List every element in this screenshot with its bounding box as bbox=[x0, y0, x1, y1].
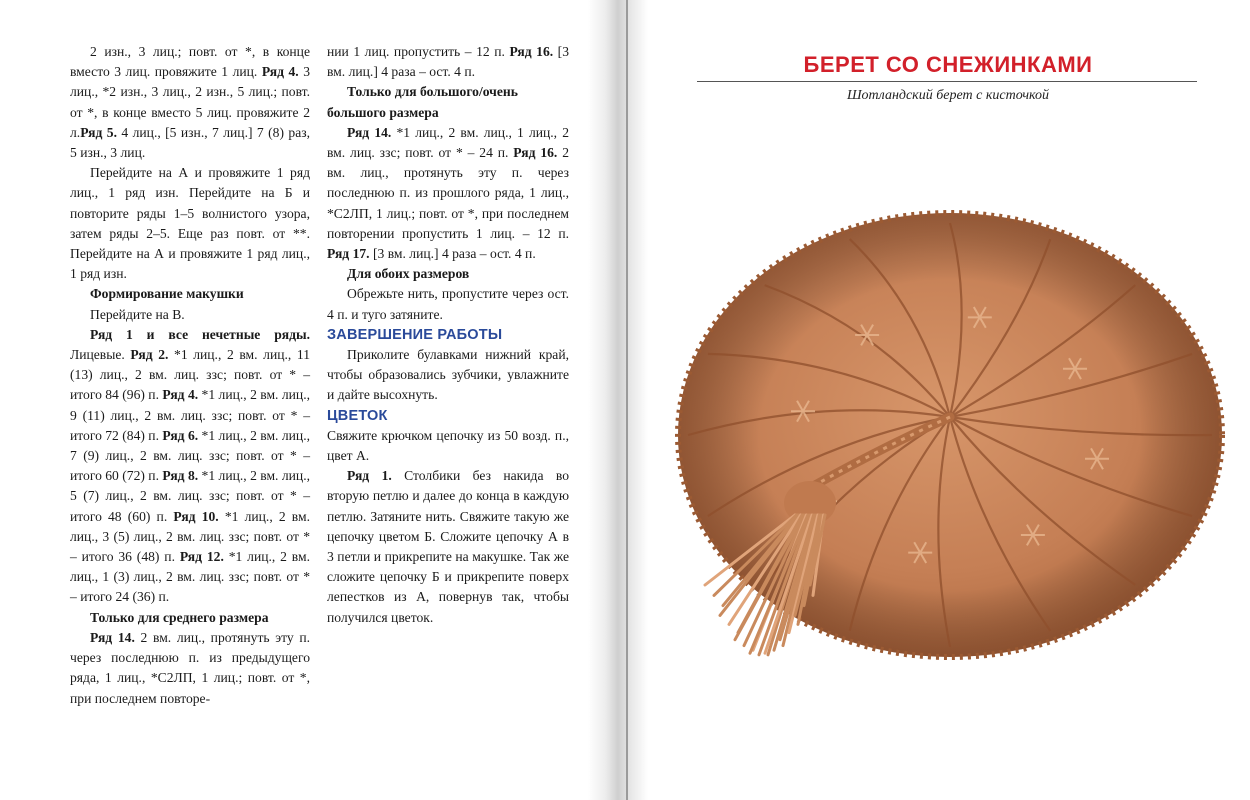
subsection-heading bbox=[70, 284, 310, 304]
paragraph bbox=[327, 123, 569, 264]
paragraph bbox=[70, 305, 310, 325]
text-run: ЗАВЕРШЕНИЕ РАБОТЫ bbox=[327, 326, 503, 343]
section-heading bbox=[327, 325, 569, 345]
text-run: Обрежьте нить, пропустите через ост. 4 п. и туго затяните. bbox=[327, 286, 569, 322]
text-run: *1 лиц., 2 вм. лиц., 3 (5) лиц., 2 вм. лиц. ззс; повт. от * – итого 36 (48) п. bbox=[70, 508, 310, 565]
subsection-heading bbox=[70, 608, 310, 628]
paragraph bbox=[70, 42, 310, 163]
paragraph bbox=[327, 466, 569, 628]
text-run: нии 1 лиц. пропустить – 12 п. bbox=[327, 44, 510, 59]
paragraph bbox=[70, 325, 310, 608]
text-run: 4 лиц., [5 изн., 7 лиц.] 7 (8) раз, 5 изн., 3 лиц. bbox=[70, 124, 310, 161]
left-column-1 bbox=[70, 42, 310, 709]
text-run: *1 лиц., 2 вм. лиц., 11 (13) лиц., 2 вм. лиц. ззс; повт. от * – итого 84 (96) п. bbox=[70, 347, 311, 403]
page-subtitle: Шотландский берет с кисточкой bbox=[846, 88, 1050, 103]
row-label: Ряд 1 и все нечетные ряды. bbox=[90, 326, 310, 342]
page-fold bbox=[626, 0, 628, 800]
row-label: Ряд 1. bbox=[347, 468, 392, 484]
left-column-2 bbox=[327, 42, 569, 628]
text-run: Лицевые. bbox=[70, 347, 131, 363]
text-run: 2 вм. лиц., протянуть эту п. через последнюю п. из предыдущего ряда, 1 лиц., *С2ЛП, 1 лиц.; повт. от *, при последнем повторе- bbox=[70, 629, 310, 706]
row-label: Ряд 5. bbox=[80, 124, 117, 140]
text-run: ЦВЕТОК bbox=[327, 407, 388, 424]
row-label: Ряд 17. bbox=[327, 246, 370, 262]
row-label: Ряд 12. bbox=[179, 549, 224, 565]
row-label: Ряд 6. bbox=[162, 427, 199, 443]
subsection-heading bbox=[327, 264, 569, 284]
row-label: Ряд 16. bbox=[513, 145, 558, 161]
row-label: Ряд 4. bbox=[261, 64, 299, 80]
book-gutter bbox=[588, 0, 648, 800]
title-rule bbox=[697, 81, 1197, 82]
text-run: Свяжите крючком цепочку из 50 возд. п., цвет А. bbox=[327, 427, 569, 464]
paragraph bbox=[327, 284, 569, 324]
text-run: *1 лиц., 2 вм. лиц., 1 (3) лиц., 2 вм. лиц. ззс; повт. от * – итого 24 (36) п. bbox=[70, 549, 310, 605]
row-label: Ряд 14. bbox=[347, 124, 392, 140]
row-label: Ряд 2. bbox=[130, 347, 169, 363]
subsection-heading bbox=[327, 82, 569, 122]
paragraph bbox=[70, 628, 310, 709]
text-run: Перейдите на В. bbox=[90, 306, 185, 322]
text-run: 3 лиц., *2 изн., 3 лиц., 2 изн., 5 лиц.; повт. от *, в конце вместо 5 лиц. провяжите 2 л. bbox=[70, 64, 310, 140]
text-run: *1 лиц., 2 вм. лиц., 9 (11) лиц., 2 вм. лиц. ззс; повт. от * – итого 72 (84) п. bbox=[70, 387, 310, 443]
text-run: 2 вм. лиц., протянуть эту п. через последнюю п. из прошлого ряда, 1 лиц., *С2ЛП, 1 лиц.; повт. от *, при последнем повторении пропустить 1 лиц. – 12 п. bbox=[327, 145, 570, 241]
paragraph bbox=[70, 163, 310, 284]
text-run: Столбики без накида во вторую петлю и далее до конца в каждую петлю. Затяните нить. Свяжите такую же цепочку цветом Б. Сложите цепочку А в 3 петли и прикрепите на макушке. Так же сложите цепочку Б и прикрепите поверх лепестков из А, повернув так, чтобы получился цветок. bbox=[327, 468, 569, 625]
text-run: *1 лиц., 2 вм. лиц., 5 (7) лиц., 2 вм. лиц. ззс; повт. от * – итого 48 (60) п. bbox=[70, 468, 310, 524]
text-run: [3 вм. лиц.] 4 раза – ост. 4 п. bbox=[369, 246, 536, 262]
paragraph bbox=[327, 426, 569, 466]
page-title: БЕРЕТ СО СНЕЖИНКАМИ bbox=[803, 52, 1093, 77]
row-label: Ряд 4. bbox=[162, 387, 199, 403]
text-run: *1 лиц., 2 вм. лиц., 7 (9) лиц., 2 вм. лиц. ззс; повт. от * – итого 60 (72) п. bbox=[70, 427, 310, 484]
text-run: Для обоих размеров bbox=[347, 266, 470, 282]
paragraph bbox=[327, 345, 569, 406]
text-run: Только для среднего размера bbox=[90, 609, 269, 625]
paragraph bbox=[327, 42, 569, 82]
text-run: *1 лиц., 2 вм. лиц., 1 лиц., 2 вм. лиц. ззс; повт. от * – 24 п. bbox=[327, 124, 570, 161]
row-label: Ряд 10. bbox=[173, 508, 219, 524]
text-run: [3 вм. лиц.] 4 раза – ост. 4 п. bbox=[327, 44, 569, 80]
text-run: Перейдите на А и провяжите 1 ряд лиц., 1 ряд изн. Перейдите на Б и повторите ряды 1–5 волнистого узора, затем ряды 2–5. Еще раз повт. от **. Перейдите на А и провяжите 1 ряд лиц., 1 ряд изн. bbox=[70, 165, 310, 282]
text-run: Приколите булавками нижний край, чтобы образовались зубчики, увлажните и дайте высохнуть. bbox=[327, 347, 569, 403]
text-run: Только для большого/очень большого размера bbox=[327, 84, 518, 120]
beret-photo bbox=[650, 185, 1250, 685]
section-heading bbox=[327, 406, 569, 426]
text-run: Формирование макушки bbox=[90, 286, 244, 302]
text-run: 2 изн., 3 лиц.; повт. от *, в конце вместо 3 лиц. провяжите 1 лиц. bbox=[70, 44, 310, 80]
row-label: Ряд 8. bbox=[162, 468, 199, 484]
row-label: Ряд 14. bbox=[90, 629, 135, 645]
row-label: Ряд 16. bbox=[509, 44, 554, 59]
